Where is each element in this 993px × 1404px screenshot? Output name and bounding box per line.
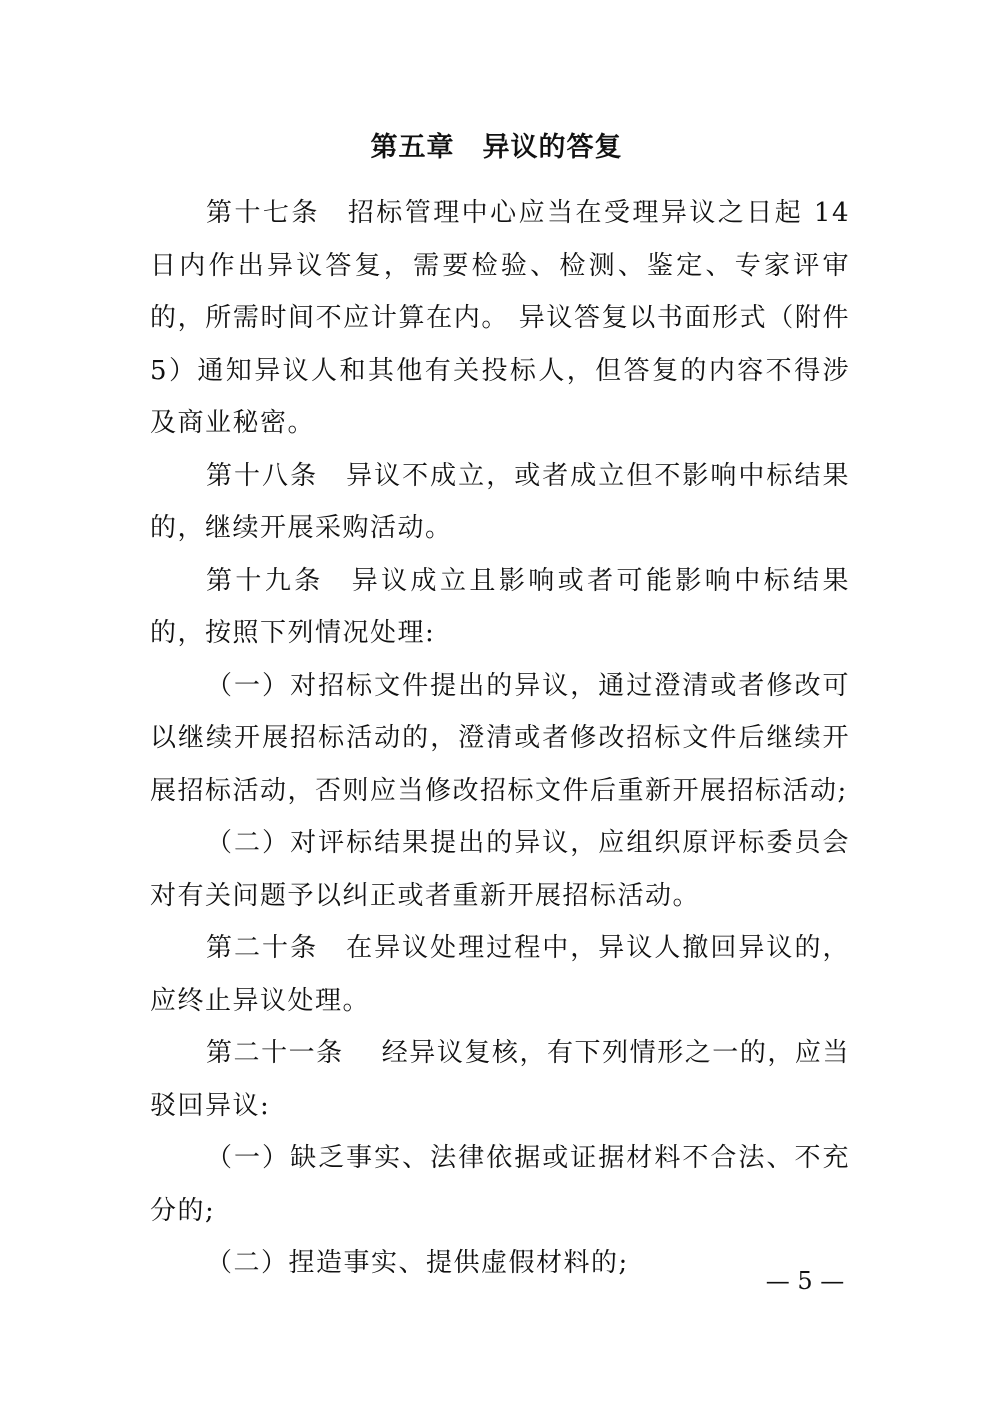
article-17: [150, 187, 850, 450]
article-21: [150, 1027, 850, 1132]
article-text: 招标管理中心应当在受理异议之日起 14 日内作出异议答复，需要检验、检测、鉴定、专家评审的，所需时间不应计算在内。 异议答复以书面形式（附件 5）通知异议人和其他有关投标人，但答复的内容不得涉及商业秘密。: [150, 198, 850, 438]
article-text: 在异议处理过程中，异议人撤回异议的，应终止异议处理。: [150, 933, 850, 1016]
article-19-item-1: （一）对招标文件提出的异议，通过澄清或者修改可以继续开展招标活动的，澄清或者修改招标文件后继续开展招标活动，否则应当修改招标文件后重新开展招标活动;: [150, 670, 850, 806]
article-text: 经异议复核，有下列情形之一的，应当驳回异议:: [150, 1038, 850, 1121]
article-label: 第十八条: [206, 460, 319, 491]
article-label: 第十九条: [206, 565, 324, 596]
article-text: 异议不成立，或者成立但不影响中标结果的，继续开展采购活动。: [150, 460, 850, 543]
article-21-item-1: （一）缺乏事实、法律依据或证据材料不合法、不充分的;: [150, 1143, 850, 1226]
page-number: — 5 —: [765, 1267, 845, 1295]
article-text: 异议成立且影响或者可能影响中标结果的，按照下列情况处理:: [150, 565, 850, 648]
article-19-item-2: （二）对评标结果提出的异议，应组织原评标委员会对有关问题予以纠正或者重新开展招标活动。: [150, 828, 850, 911]
article-label: 第二十一条: [206, 1038, 344, 1068]
document-body: [150, 187, 850, 1290]
article-label: 第二十条: [206, 933, 319, 963]
article-20: [150, 922, 850, 1027]
article-18: [150, 450, 850, 555]
article-19: [150, 555, 850, 660]
article-21-item-2: （二）捏造事实、提供虚假材料的;: [206, 1248, 629, 1278]
chapter-title: 第五章 异议的答复: [370, 132, 623, 163]
article-label: 第十七条: [206, 198, 320, 228]
